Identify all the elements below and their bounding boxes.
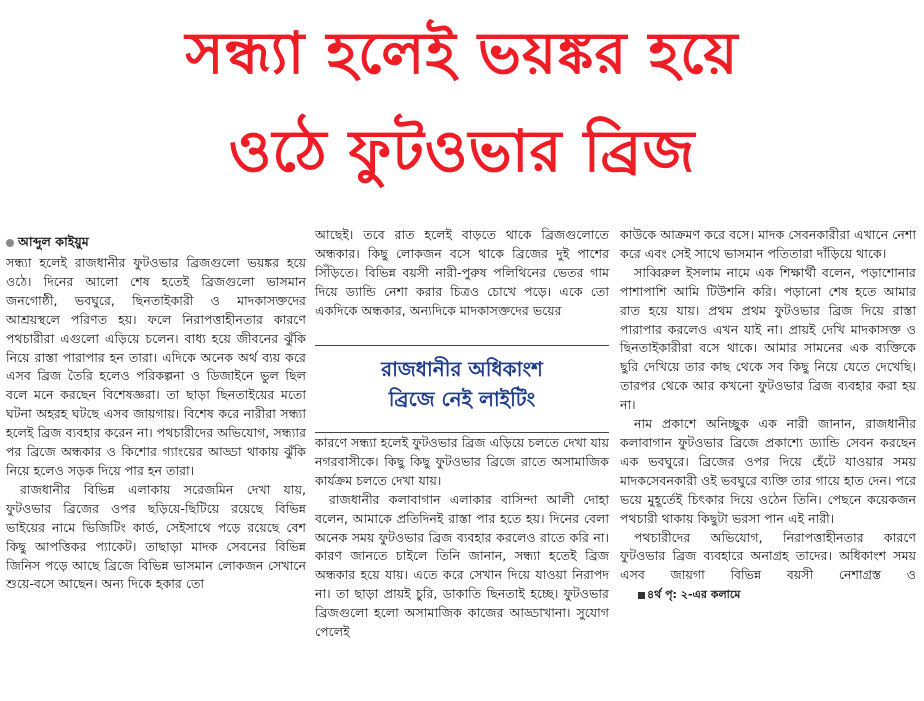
- continuation-text: ৪র্থ পৃ: ২-এর কলামে: [647, 588, 741, 602]
- column3-paragraph-2: সাব্বিরুল ইসলাম নামে এক শিক্ষার্থী বলেন, পড়াশোনার পাশাপাশি আমি টিউশনি করি। পড়ানো শেষ হতে আমার রাত হয়ে যায়। প্রথম প্রথম ফুটওভার ব্রিজ দিয়ে রাস্তা পারাপার করলেও এখন যাই না। প্রায়ই দেখি মাদকাসক্ত ও ছিনতাইকারীরা বসে থাকে। আমার সামনের এক ব্যক্তিকে ছুরি দেখিয়ে তার কাছ থেকে সব কিছু নিয়ে যেতে দেখেছি। তারপর থেকে আর কখনো ফুটওভার ব্রিজ ব্যবহার করা হয় না।: [620, 264, 916, 413]
- column3-paragraph-1: কাউকে আক্রমণ করে বসে। মাদক সেবনকারীরা এখানে নেশা করে এবং সেই সাথে ভাসমান পতিতারা দাঁড়িয়ে থাকে।: [620, 227, 916, 261]
- article-column-2-top: [315, 226, 609, 321]
- column3-paragraph-4-text: পথচারীদের অভিযোগ, নিরাপত্তাহীনতার কারণে ফুটওভার ব্রিজ ব্যবহারে অনাগ্রহ তাদের। অধিকাংশ সময় এসব জায়গা বিভিন্ন বয়সী নেশাগ্রস্ত ও: [620, 529, 916, 583]
- column2-paragraph-2: রাজধানীর কলাবাগান এলাকার বাসিন্দা আলী দোহা বলেন, আমাকে প্রতিদিনই রাস্তা পার হতে হয়। দিনের বেলা অনেক সময় ফুটওভার ব্রিজ ব্যবহার করলেও রাতে করি না। কারণ জানতে চাইলে তিনি জানান, সন্ধ্যা হতেই ব্রিজ অন্ধকার হয়ে যায়। এতে করে সেখান দিয়ে যাওয়া নিরাপদ না। তা ছাড়া প্রায়ই চুরি, ডাকাতি ছিনতাই হচ্ছে। ফুটওভার ব্রিজগুলো হলো অসামাজিক কাজের আড্ডাখানা। সুযোগ পেলেই: [315, 491, 609, 640]
- subheadline-line-1: রাজধানীর অধিকাংশ: [381, 357, 543, 381]
- article-column-3: [620, 226, 916, 605]
- square-bullet-icon: [638, 592, 645, 599]
- column3-paragraph-3: নাম প্রকাশে অনিচ্ছুক এক নারী জানান, রাজধানীর কলাবাগান ফুটওভার ব্রিজে প্রকাশ্যে ড্যান্ডি সেবন করছেন এক ভবঘুরে। ব্রিজের ওপর দিয়ে হেঁটে যাওয়ার সময় মাদকসেবনকারী ওই ভবঘুরে ব্যক্তি তার গায়ে হাত দেন। পরে ভয়ে মুহূর্তেই চিৎকার দিয়ে ওঠেন তিনি। পেছনে কয়েকজন পথচারী থাকায় কিছুটা ভরসা পান এই নারী।: [620, 416, 916, 526]
- column1-paragraph-1: সন্ধ্যা হলেই রাজধানীর ফুটওভার ব্রিজগুলো ভয়ঙ্কর হয়ে ওঠে। দিনের আলো শেষ হতেই ব্রিজগুলো ভাসমান জনগোষ্ঠী, ভবঘুরে, ছিনতাইকারী ও মাদকাসক্তদের আশ্রয়স্থলে পরিণত হয়। ফলে নিরাপত্তাহীনতার কারণে পথচারীরা এগুলো এড়িয়ে চলেন। বাধ্য হয়ে জীবনের ঝুঁকি নিয়ে রাস্তা পারাপার হন তারা। এদিকে অনেক অর্থ ব্যয় করে এসব ব্রিজ তৈরি হলেও পরিকল্পনা ও ডিজাইনে ভুল ছিল বলে মনে করছেন বিশেষজ্ঞরা। তা ছাড়া ছিনতাইয়ের মতো ঘটনা অহরহ ঘটছে এসব জায়গায়। বিশেষ করে নারীরা সন্ধ্যা হলেই ব্রিজ ব্যবহার করেন না। পথচারীদের অভিযোগ, সন্ধ্যার পর ব্রিজে অন্ধকার ও কিশোর গ্যাংয়ের আড্ডা থাকায় ঝুঁকি নিয়ে হলেও সড়ক দিয়ে পার হন তারা।: [6, 255, 306, 478]
- headline: [0, 4, 924, 200]
- column3-paragraph-4: [620, 529, 916, 606]
- column1-paragraph-2: রাজধানীর বিভিন্ন এলাকায় সরেজমিন দেখা যায়, ফুটওভার ব্রিজের ওপর ছড়িয়ে-ছিটিয়ে রয়েছে বিভিন্ন ভাইয়ের নামে ভিজিটিং কার্ড, সেইসাথে পড়ে রয়েছে বেশ কিছু আপত্তিকর প্যাকেট। তাছাড়া মাদক সেবনের বিভিন্ন জিনিস পড়ে আছে ব্রিজে বিভিন্ন ভাসমান লোকজন সেখানে শুয়ে-বসে আছেন। অন্য দিকে হকার তো: [6, 481, 306, 592]
- subheadline-line-2: ব্রিজে নেই লাইটিং: [388, 387, 536, 411]
- byline: [6, 232, 306, 252]
- bullet-icon: [6, 239, 14, 247]
- column2-paragraph-top: আছেই। তবে রাত হলেই বাড়তে থাকে ব্রিজগুলোতে অন্ধকার। কিছু লোকজন বসে থাকে ব্রিজের দুই পাশের সিঁড়িতে। বিভিন্ন বয়সী নারী-পুরুষ পলিথিনের ভেতর গাম দিয়ে ড্যান্ডি নেশা করার চিত্রও চোখে পড়ে। একে তো একদিকে অন্ধকার, অন্যদিকে মাদকাসক্তদের ভয়ের: [315, 227, 609, 318]
- article-column-2-bottom: [315, 434, 609, 642]
- byline-author: আব্দুল কাইয়ুম: [18, 234, 89, 249]
- headline-line-2: ওঠে ফুটওভার ব্রিজ: [228, 117, 696, 185]
- subheadline-box: [315, 345, 609, 433]
- continuation-note: [624, 586, 740, 605]
- headline-line-1: সন্ধ্যা হলেই ভয়ঙ্কর হয়ে: [185, 19, 739, 87]
- column2-paragraph-1: কারণে সন্ধ্যা হলেই ফুটওভার ব্রিজ এড়িয়ে চলতে দেখা যায় নগরবাসীকে। কিছু কিছু ফুটওভার ব্রিজে রাতে অসামাজিক কার্যক্রম চলতে দেখা যায়।: [315, 435, 609, 488]
- article-column-1: [6, 226, 306, 594]
